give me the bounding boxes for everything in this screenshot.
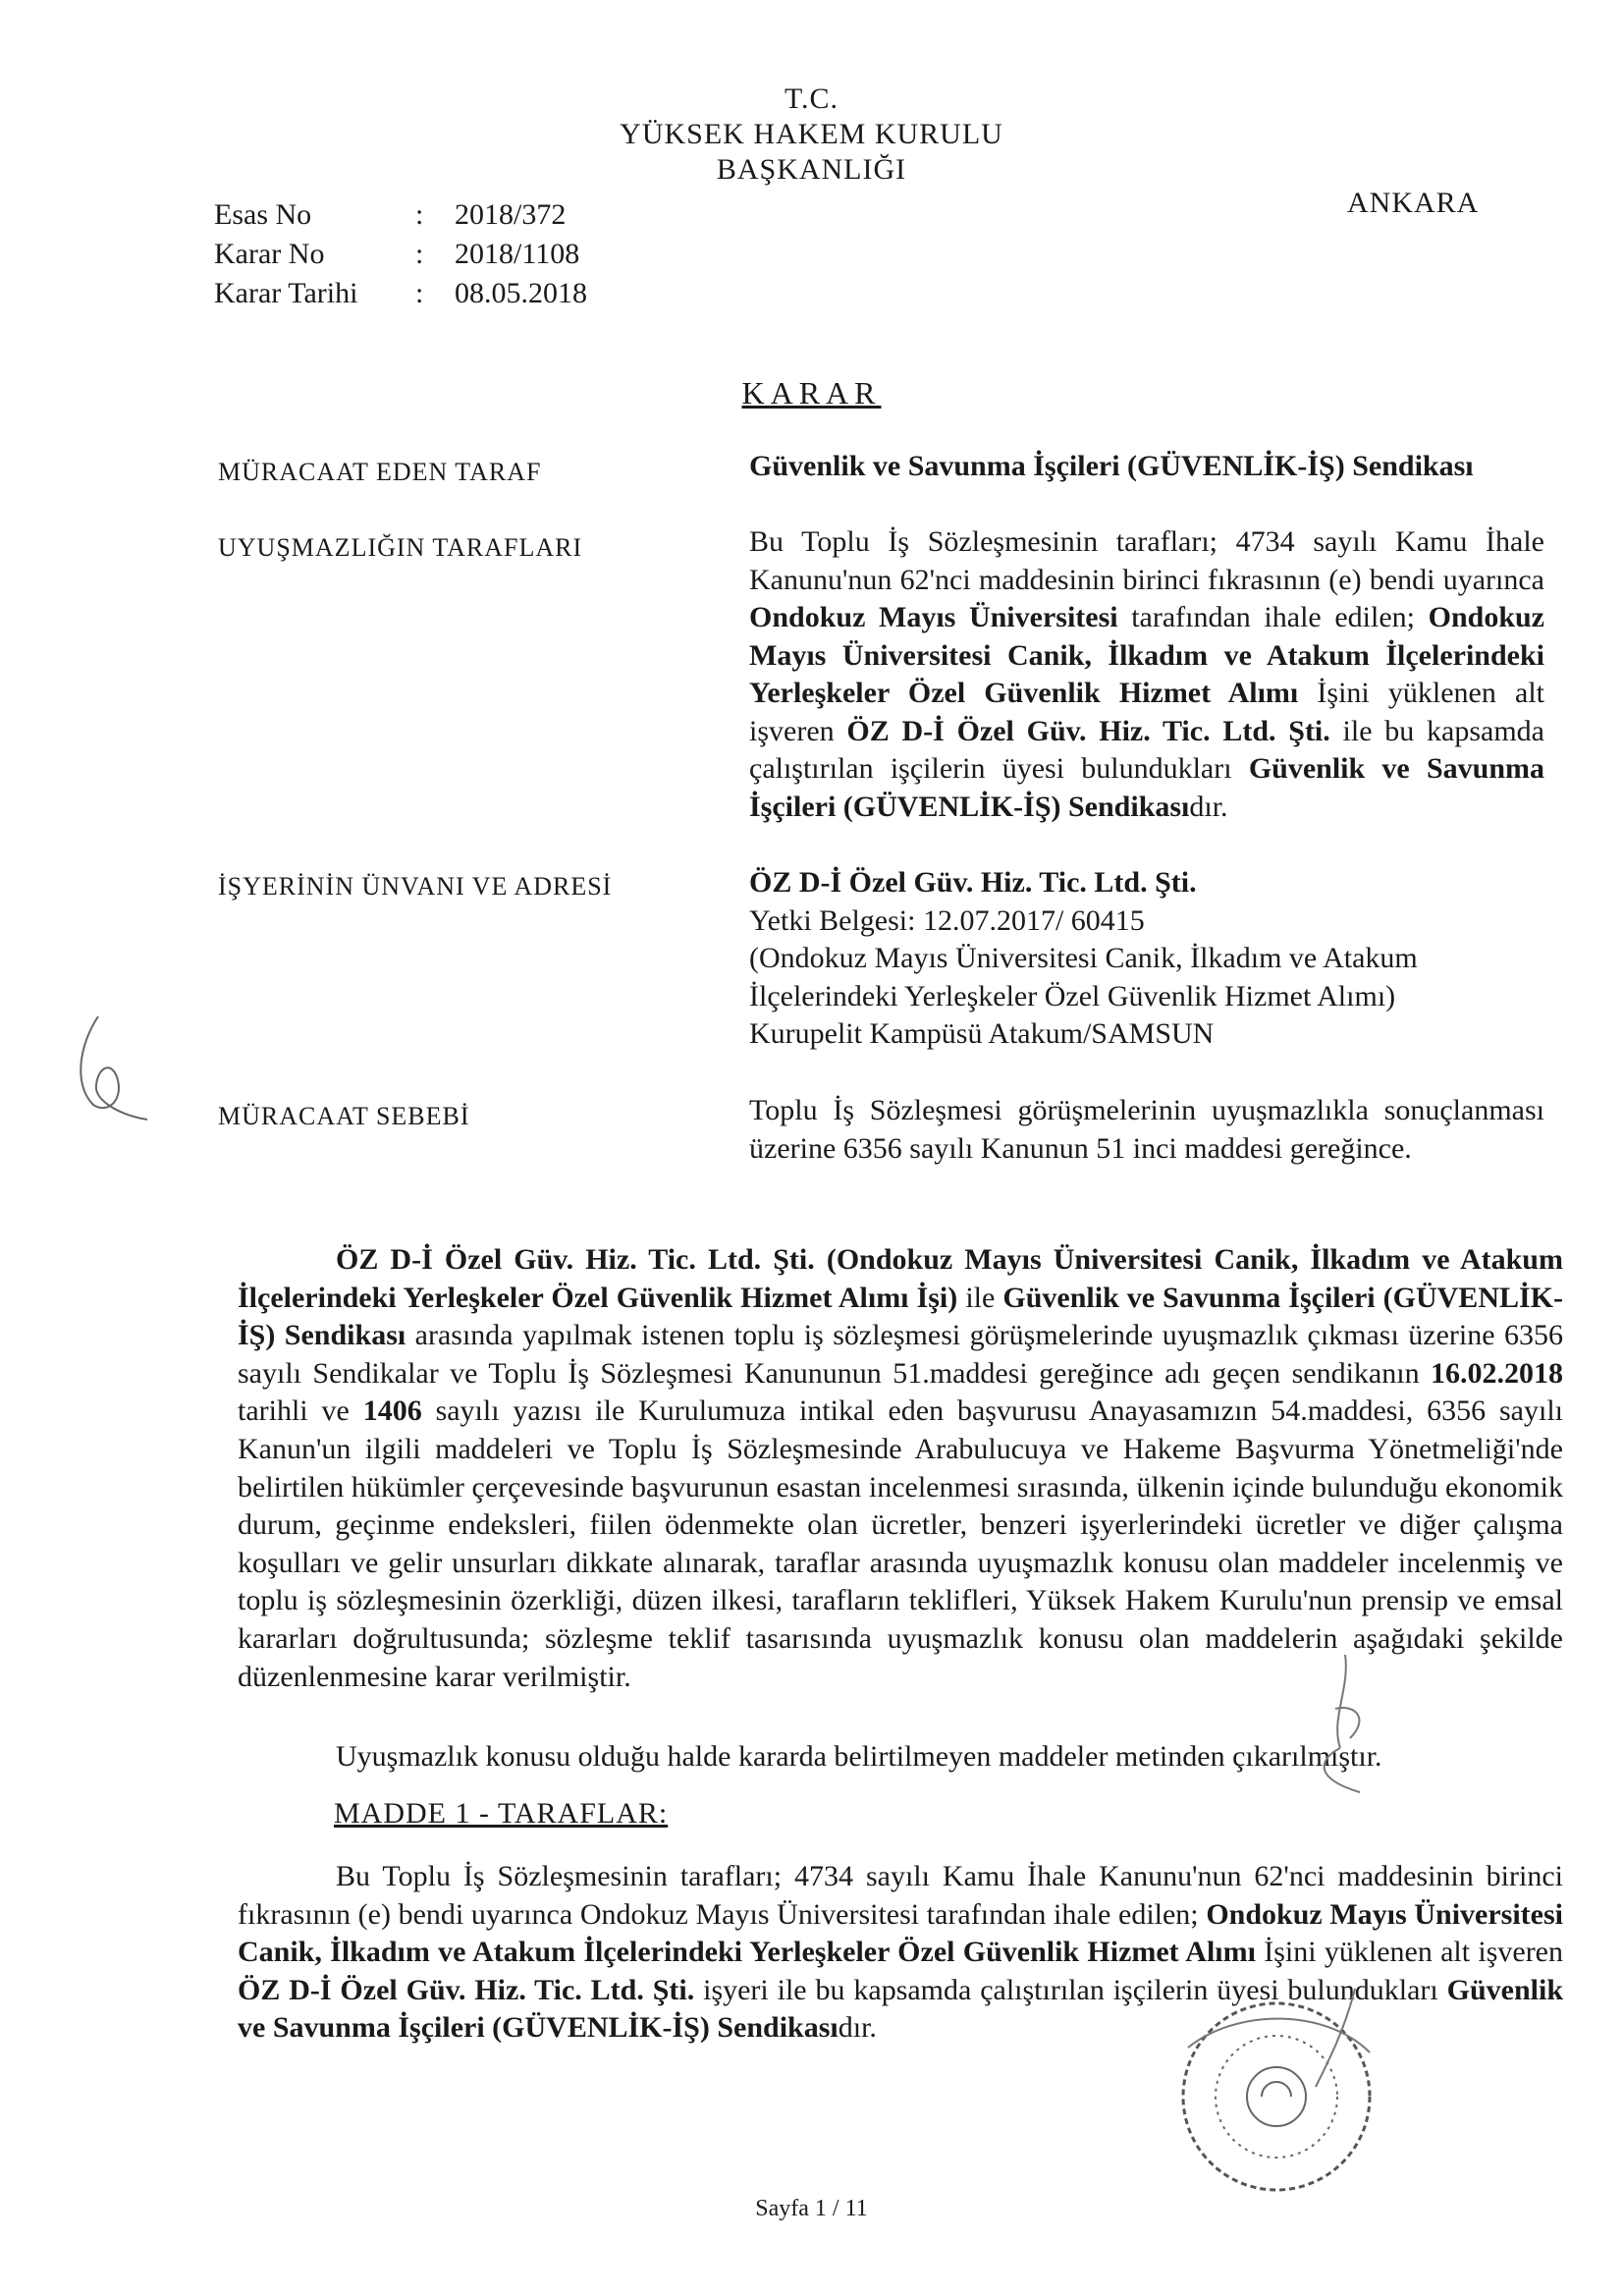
isyeri-name: ÖZ D-İ Özel Güv. Hiz. Tic. Ltd. Şti. xyxy=(749,866,1197,899)
text-run: işyeri ile bu kapsamda çalıştırılan işçilerin üyesi bulundukları xyxy=(694,1973,1447,2006)
text-run: İşini yüklenen alt işveren xyxy=(749,677,1544,747)
bold-run: Ondokuz Mayıs Üniversitesi Canik, İlkadım ve Atakum İlçelerindeki Yerleşkeler Özel Güvenlik Hizmet Alımı xyxy=(749,601,1544,709)
meta-esas-label: Esas No xyxy=(214,198,312,231)
bold-run: Ondokuz Mayıs Üniversitesi Canik, İlkadım ve Atakum İlçelerindeki Yerleşkeler Özel Güvenlik Hizmet Alımı xyxy=(238,1897,1563,1969)
meta-colon: : xyxy=(415,238,424,270)
text-run: ile xyxy=(957,1281,1003,1314)
text-run: dır. xyxy=(838,2011,877,2045)
text-run: İşini yüklenen alt işveren xyxy=(1255,1936,1563,1969)
madde-1-title-text: MADDE 1 - TARAFLAR: xyxy=(334,1797,669,1830)
official-stamp-icon xyxy=(1159,1969,1414,2205)
muracaat-eden-value xyxy=(749,448,1544,486)
handwritten-initial-icon xyxy=(69,1007,157,1124)
document-title: KARAR xyxy=(741,375,882,410)
text-run: ile bu kapsamda çalıştırılan işçilerin üyesi bulundukları xyxy=(749,714,1544,785)
handwritten-signature-icon xyxy=(1301,1650,1380,1797)
madde-1-title xyxy=(334,1797,668,1831)
label-isyeri: İŞYERİNİN ÜNVANI VE ADRESİ xyxy=(218,872,613,901)
bold-run: ÖZ D-İ Özel Güv. Hiz. Tic. Ltd. Şti. (Ondokuz Mayıs Üniversitesi Canik, İlkadım ve Atakum İlçelerindeki Yerleşkeler Özel Güvenlik Hizmet Alımı İşi) xyxy=(238,1243,1563,1314)
meta-karar-label: Karar No xyxy=(214,238,325,270)
meta-tarih-label: Karar Tarihi xyxy=(214,277,358,309)
bold-run: ÖZ D-İ Özel Güv. Hiz. Tic. Ltd. Şti. xyxy=(846,714,1330,747)
page-number: Sayfa 1 / 11 xyxy=(755,2196,868,2221)
bold-run: Güvenlik ve Savunma İşçileri (GÜVENLİK-İŞ) Sendikası xyxy=(238,1973,1563,2045)
header-city: ANKARA xyxy=(1347,187,1480,219)
bold-run: 16.02.2018 xyxy=(1431,1356,1563,1390)
meta-esas xyxy=(214,198,566,232)
text-run: Bu Toplu İş Sözleşmesinin tarafları; 4734 sayılı Kamu İhale Kanunu'nun 62'nci maddesinin birinci fıkrasının (e) bendi uyarınca xyxy=(749,525,1544,596)
body-paragraph-2: Uyuşmazlık konusu olduğu halde kararda belirtilmeyen maddeler metinden çıkarılmıştır. xyxy=(336,1740,1382,1773)
label-taraflar: UYUŞMAZLIĞIN TARAFLARI xyxy=(218,533,583,562)
header-office: BAŞKANLIĞI xyxy=(716,153,907,186)
isyeri-block xyxy=(749,864,1544,1054)
meta-tarih xyxy=(214,277,587,310)
isyeri-address: Kurupelit Kampüsü Atakum/SAMSUN xyxy=(749,1017,1215,1050)
meta-tarih-value: 08.05.2018 xyxy=(455,277,587,309)
text-run: tarafından ihale edilen; xyxy=(1117,601,1429,633)
meta-karar-value: 2018/1108 xyxy=(455,238,580,270)
isyeri-desc: (Ondokuz Mayıs Üniversitesi Canik, İlkadım ve Atakum İlçelerindeki Yerleşkeler Özel Güvenlik Hizmet Alımı) xyxy=(749,942,1418,1012)
muracaat-eden-text: Güvenlik ve Savunma İşçileri (GÜVENLİK-İŞ) Sendikası xyxy=(749,450,1474,482)
text-run: dır. xyxy=(1189,790,1228,823)
header-tc: T.C. xyxy=(784,82,839,115)
meta-colon: : xyxy=(415,198,424,231)
bold-run: 1406 xyxy=(362,1394,422,1428)
text-run: sayılı yazısı ile Kurulumuza intikal eden başvurusu Anayasamızın 54.maddesi, 6356 sayılı Kanun'un ilgili maddeleri ve Toplu İş Sözleşmesinde Arabulucuya ve Hakeme Başvurma Yönetmeliği'nde belirtilen hükümler çerçevesinde başvurunun esastan incelenmesi sırasında, ülkenin içinde bulunduğu ekonomik durum, geçinme endeksleri, fiilen ödenmekte olan ücretler, benzeri işyerlerindeki ücretler ve diğer çalışma koşulları ve gelir unsurları dikkate alınarak, taraflar arasında uyuşmazlık konusu olan maddeler incelenmiş ve toplu iş sözleşmesinin özerkliği, düzen ilkesi, tarafların teklifleri, Yüksek Hakem Kurulu'nun prensip ve emsal kararları doğrultusunda; sözleşme teklif tasarısında uyuşmazlık konusu olan maddelerin aşağıdaki şekilde düzenlenmesine karar verilmiştir. xyxy=(238,1394,1563,1693)
label-muracaat-eden: MÜRACAAT EDEN TARAF xyxy=(218,458,542,486)
bold-run: ÖZ D-İ Özel Güv. Hiz. Tic. Ltd. Şti. xyxy=(238,1973,695,2006)
text-run: tarihli ve xyxy=(238,1394,363,1428)
sebep-value: Toplu İş Sözleşmesi görüşmelerinin uyuşmazlıkla sonuçlanması üzerine 6356 sayılı Kanunun 51 inci maddesi gereğince. xyxy=(749,1094,1544,1165)
taraflar-paragraph xyxy=(749,523,1544,826)
bold-run: Güvenlik ve Savunma İşçileri (GÜVENLİK-İŞ) Sendikası xyxy=(238,1281,1563,1352)
bold-run: Güvenlik ve Savunma İşçileri (GÜVENLİK-İŞ) Sendikası xyxy=(749,752,1544,823)
meta-esas-value: 2018/372 xyxy=(455,198,567,231)
isyeri-yetki: Yetki Belgesi: 12.07.2017/ 60415 xyxy=(749,903,1145,937)
text-run: arasında yapılmak istenen toplu iş sözleşmesi görüşmelerinde uyuşmazlık çıkması üzerine 6356 sayılı Sendikalar ve Toplu İş Sözleşmesi Kanununun 51.maddesi gereğince adı geçen sendikanın xyxy=(238,1319,1564,1390)
meta-colon: : xyxy=(415,277,424,309)
header-institution: YÜKSEK HAKEM KURULU xyxy=(620,118,1003,150)
label-sebep: MÜRACAAT SEBEBİ xyxy=(218,1102,470,1130)
meta-karar xyxy=(214,238,579,271)
text-run: Bu Toplu İş Sözleşmesinin tarafları; 4734 sayılı Kamu İhale Kanunu'nun 62'nci maddesinin birinci fıkrasının (e) bendi uyarınca Ondokuz Mayıs Üniversitesi tarafından ihale edilen; xyxy=(238,1860,1563,1931)
bold-run: Ondokuz Mayıs Üniversitesi xyxy=(749,601,1118,633)
body-paragraph-1 xyxy=(238,1241,1563,1696)
